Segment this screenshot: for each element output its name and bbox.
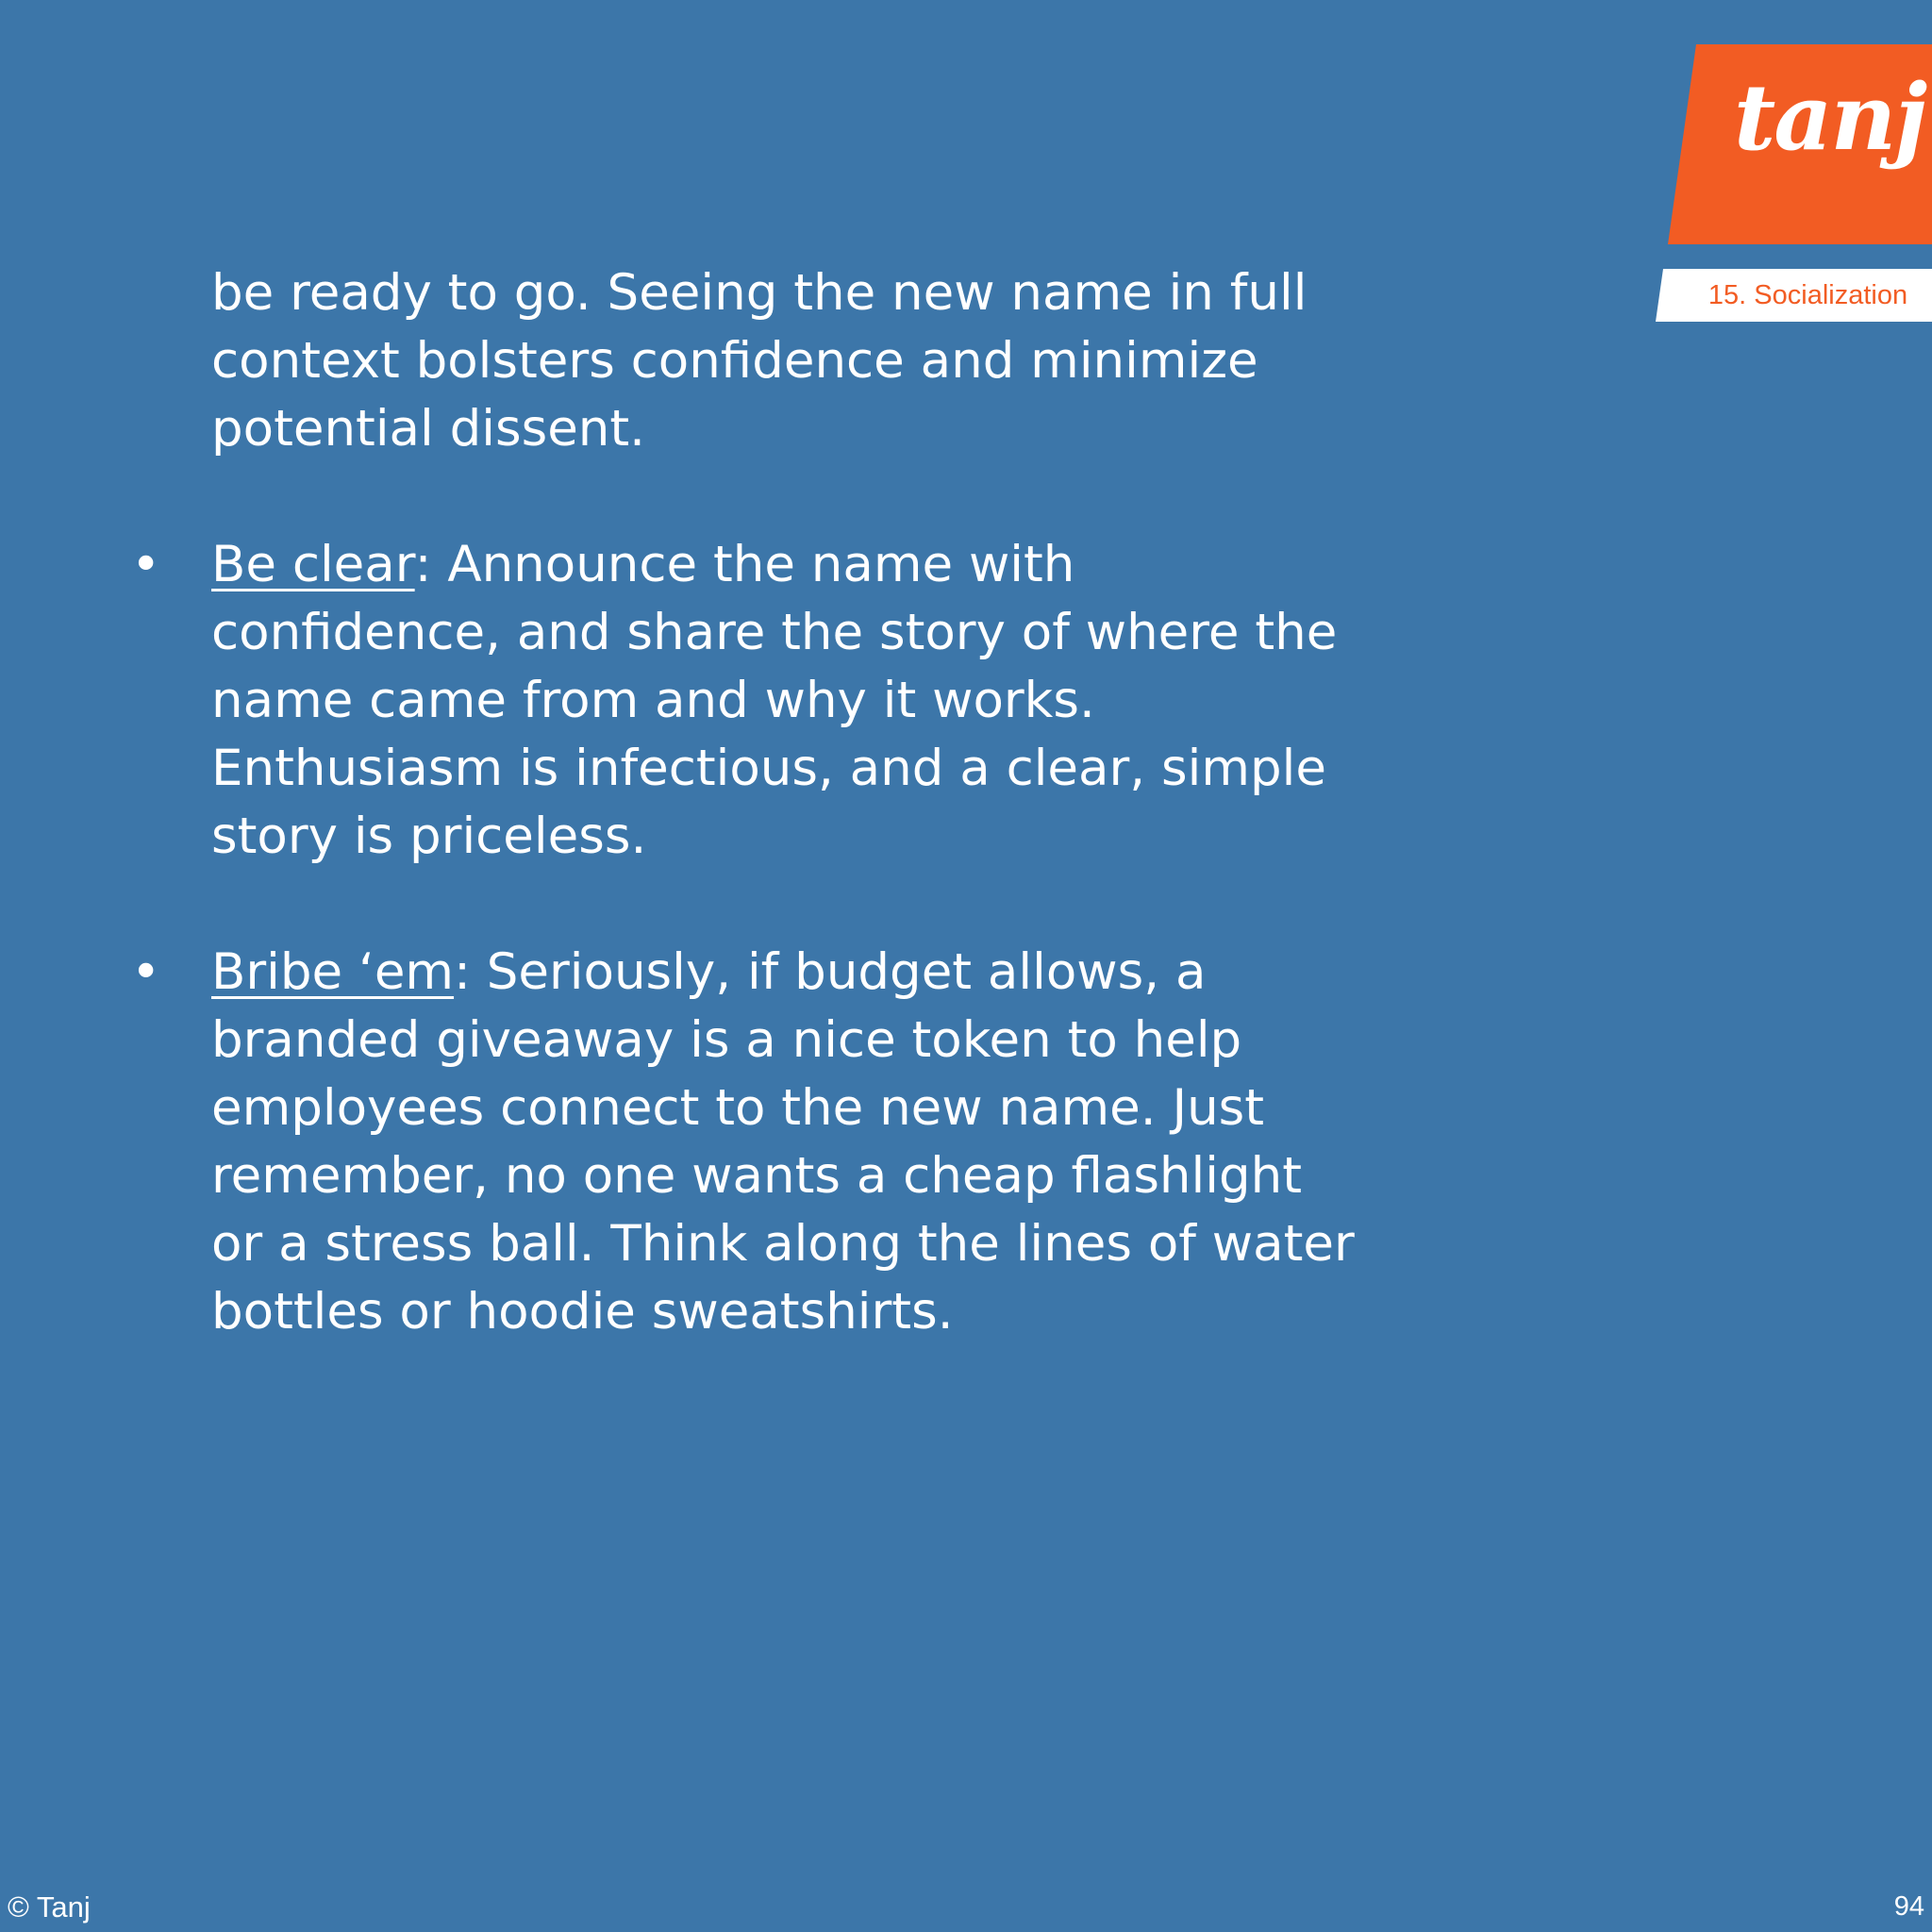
bullet-term: Bribe ‘em bbox=[211, 943, 455, 1001]
body-text bbox=[131, 259, 1362, 1414]
intro-paragraph: be ready to go. Seeing the new name in full context bolsters confidence and minimize potential dissent. bbox=[211, 264, 1307, 458]
bullet-marker: • bbox=[131, 536, 161, 593]
bullet-item-bribe-em bbox=[131, 939, 1362, 1346]
bullet-item-be-clear bbox=[131, 531, 1362, 871]
section-tab bbox=[1656, 269, 1932, 322]
bullet-text: : Seriously, if budget allows, a branded giveaway is a nice token to help employees connect to the new name. Just remember, no one wants a cheap flashlight or a stress ball. Think along the lines of water bottles or hoodie sweatshirts. bbox=[211, 943, 1355, 1341]
bullet-term: Be clear bbox=[211, 536, 415, 593]
section-label: 15. Socialization bbox=[1707, 280, 1908, 310]
tanj-logo bbox=[1668, 44, 1932, 244]
page-number: 94 bbox=[1893, 1891, 1924, 1922]
bullet-text: : Announce the name with confidence, and share the story of where the name came from and why it works. Enthusiasm is infectious, and a clear, simple story is priceless. bbox=[211, 536, 1338, 865]
bullet-marker: • bbox=[131, 943, 161, 1001]
logo-text: tanj bbox=[1734, 64, 1926, 171]
copyright: © Tanj bbox=[8, 1890, 91, 1924]
